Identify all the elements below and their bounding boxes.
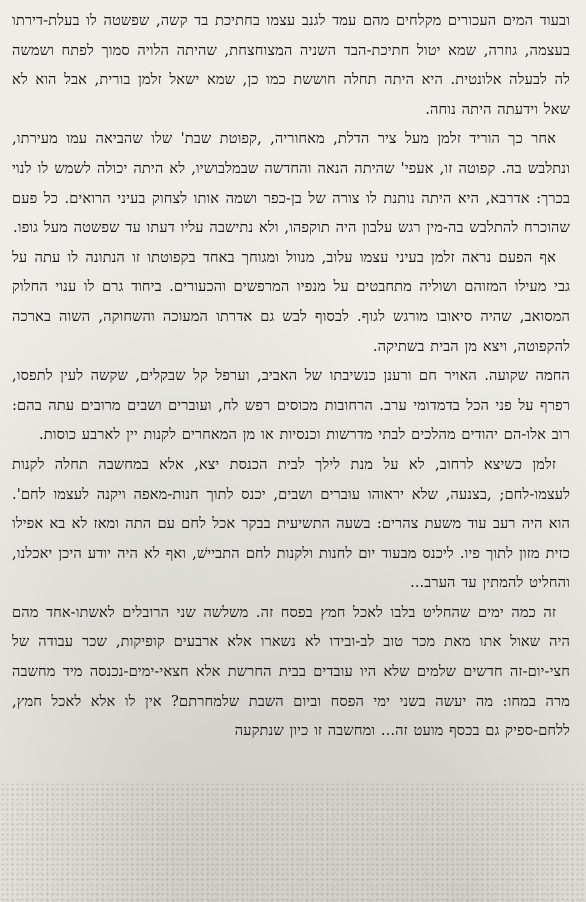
paragraph-4: החמה שקועה. האויר חם ורענן כנשיבתו של האביב, וערפל קל שבקלים, שקשה לעין לתפסו, רפרף על פני הכל בדמדומי ערב. הרחובות מכוסים רפש לח, ועוברים ושבים מרובים עתה בהם: רוב אלו-הם יהודים מהלכים לבתי מדרשות וכנסיות או מן המאחרים לקנות יין לארבע כוסות.: [12, 367, 570, 444]
paragraph-3: אף הפעם נראה זלמן בעיני עצמו עלוב, מנוול ומגוחך באחד בקפוטתו זו הנתונה לו עתה על גבי מעילו המזוהם ושוליה מתחבטים על מנפיו המרפשים והכעורים. ביחוד גרם לו ענוי החלוק המסואב, שהיה סיאובו מורגש לגוף. לבסוף לבש גם אדרתו המעוכה והשחוקה, השוה בארכה להקפוטה, ויצא מן הבית בשתיקה.: [12, 248, 570, 355]
paragraph-2: אחר כך הוריד זלמן מעל ציר הדלת, מאחוריה, ,קפוטת שבת' שלו שהביאה עמו מעירתו, ונתלבש בה. קפוטה זו, אעפי' שהיתה הנאה והחדשה שבמלבושיו, לא היתה יכולה לשמש לו לנוי בכרך: אדרבא, היא היתה נותנת לו צורה של בן-כפר ושמה אותו לצחוק בעיני הרואים. כל פעם שהוכרח להתלבש בה-מין רגש עלבון היה תוקפהו, ולא נתישבה עליו דעתו עד שפשטה מעל גופו.: [12, 130, 570, 237]
scan-noise-texture: [0, 782, 586, 902]
text-column: [12, 6, 570, 746]
paragraph-1: ובעוד המים העכורים מקלחים מהם עמד לגנב עצמו בחתיכת בד קשה, שפשטה לו בעלת-דירתו בעצמה, גוזרה, שמא יטול חתיכת-הבד השניה המצוחצחת, שהיתה הלויה סמוך לפתח ושמשה לה לבעלה אלונטית. היא היתה תחלה חוששת כמו כן, שמא ישאל זלמן בורית, אבל הוא לא שאל וידעתה היתה נוחה.: [12, 12, 570, 118]
paragraph-5: זלמן כשיצא לרחוב, לא על מנת לילך לבית הכנסת יצא, אלא במחשבה תחלה לקנות לעצמו-לחם; ,בצנעה, שלא יראוהו עוברים ושבים, יכנס לתוך חנות-מאפה ויקנה לעצמו לחם'. הוא היה רעב עוד משעת צהרים: בשעה התשיעית בבקר אכל לחם עם התה ומאז לא בא אפילו כזית מזון לתוך פיו. ליכנס מבעוד יום לחנות ולקנות לחם התביישׁ, ואף לא היה יודע היכן יאכלנו, והחליט להמתין עד הערב...: [12, 455, 570, 592]
paragraph-6: זה כמה ימים שהחליט בלבו לאכל חמץ בפסח זה. משלשה שני הרובלים לאשתו-אחד מהם היה שאול אתו מאת מכר טוב לב-ובידו לא נשארו אלא ארבעים קופיקות, שכר עבודה של חצי-יום-זה חדשים שלמים שלא היו עובדים בבית החרשת אלא חצאי-ימים-נכנסה מיד מחשבה מרה במחו: מה יעשה בשני ימי הפסח וביום השבת שלמחרתם? אין לו אלא לאכל חמץ, ללחם-ספיק גם בכסף מועט זה... ומחשבה זו כיון שנתקעה: [12, 603, 570, 740]
